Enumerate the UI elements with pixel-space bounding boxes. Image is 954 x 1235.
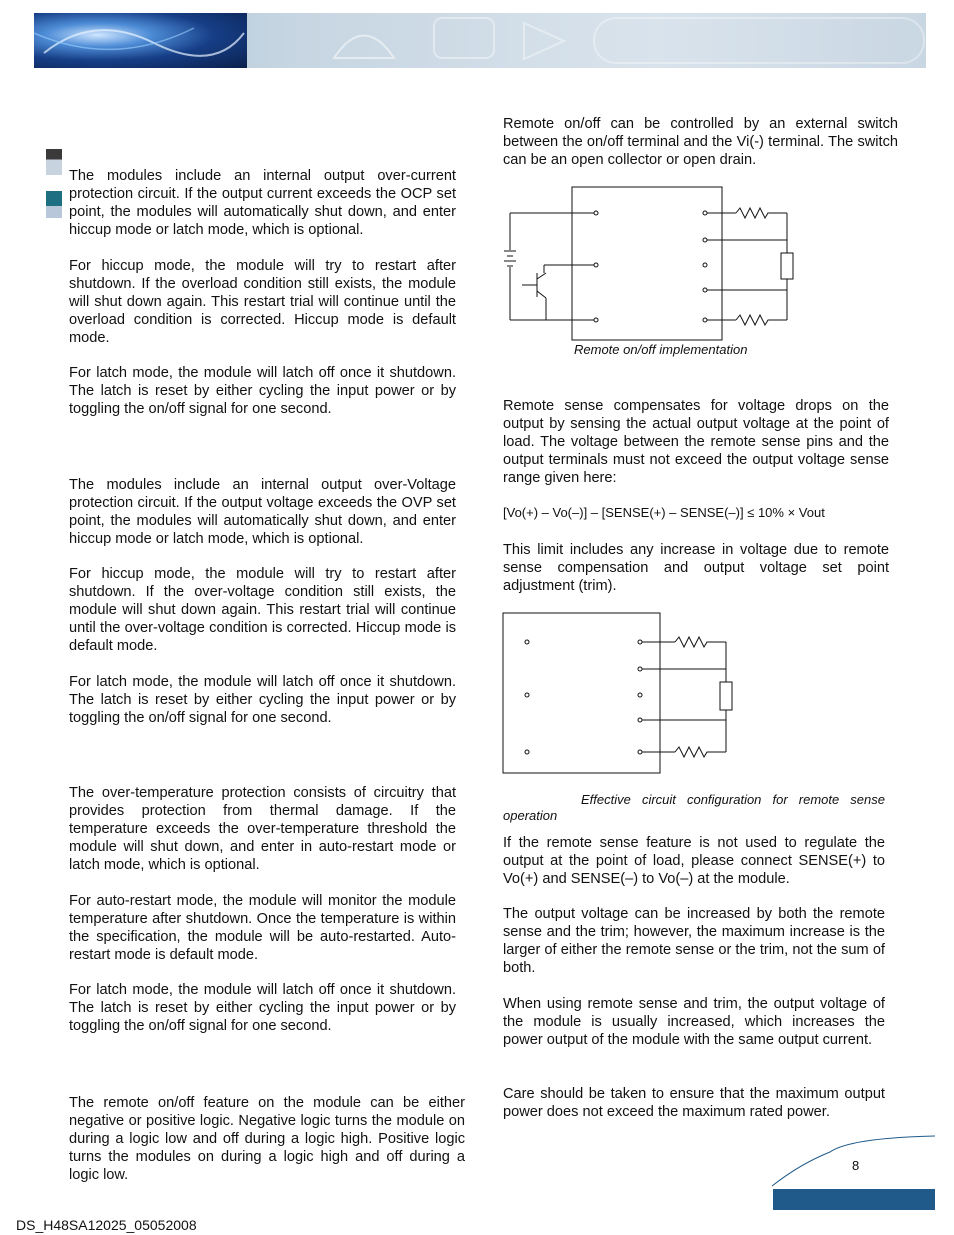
figure-caption-remote-sense: Effective circuit configuration for remote sense operation: [503, 792, 885, 823]
banner-decoration: [34, 13, 926, 68]
ovp-hiccup-paragraph: For hiccup mode, the module will try to restart after shutdown. If the over-voltage condition still exists, the module will shut down again. This restart trial will continue until the over-voltage condition is corrected. Hiccup mode is default mode.: [69, 566, 456, 654]
sense-trim-paragraph: The output voltage can be increased by both the remote sense and the trim; however, the maximum increase is the larger of either the remote sense or the trim, not the sum of both.: [503, 906, 885, 976]
ocp-paragraph: The modules include an internal output over-current protection circuit. If the output current exceeds the OCP set point, the modules will automatically shut down, and enter hiccup mode or latch mode, which is optional.: [69, 168, 456, 238]
ovp-paragraph: The modules include an internal output over-Voltage protection circuit. If the output voltage exceeds the OVP set point, the modules will automatically shut down, and enter hiccup mode or latch mode, which is optional.: [69, 477, 456, 547]
remote-onoff-circuit-diagram: [500, 185, 800, 345]
remote-onoff-switch-paragraph: Remote on/off can be controlled by an external switch between the on/off terminal and the Vi(-) terminal. The switch can be an open collector or open drain.: [503, 116, 898, 168]
sense-power-paragraph: When using remote sense and trim, the output voltage of the module is usually increased, which increases the power output of the module with the same output current.: [503, 996, 885, 1048]
page-number: 8: [852, 1158, 860, 1173]
section-bullet-marker: [46, 149, 62, 175]
remote-sense-paragraph: Remote sense compensates for voltage drops on the output by sensing the actual output voltage at the point of load. The voltage between the remote sense pins and the output terminals must not exceed the output voltage sense range given here:: [503, 398, 889, 486]
remote-sense-circuit-diagram: [500, 610, 750, 780]
section-bullet-marker: [46, 191, 62, 218]
figure-caption-remote-onoff: Remote on/off implementation: [574, 342, 748, 357]
document-id: DS_H48SA12025_05052008: [16, 1217, 197, 1233]
otp-autorestart-paragraph: For auto-restart mode, the module will monitor the module temperature after shutdown. Once the temperature is within the specification, the module will be auto-restarted. Auto-restart mode is default mode.: [69, 893, 456, 963]
sense-limit-paragraph: This limit includes any increase in voltage due to remote sense compensation and output voltage set point adjustment (trim).: [503, 542, 889, 594]
ocp-hiccup-paragraph: For hiccup mode, the module will try to restart after shutdown. If the overload condition still exists, the module will shut down again. This restart trial will continue until the overload condition is corrected. Hiccup mode is default mode.: [69, 258, 456, 346]
remote-onoff-paragraph: The remote on/off feature on the module can be either negative or positive logic. Negative logic turns the module on during a logic low and off during a logic high. Positive logic turns the modules on during a logic high and off during a logic low.: [69, 1095, 465, 1183]
sense-unused-paragraph: If the remote sense feature is not used to regulate the output at the point of load, please connect SENSE(+) to Vo(+) and SENSE(–) to Vo(–) at the module.: [503, 835, 885, 887]
header-banner: [34, 13, 926, 68]
sense-range-formula: [Vo(+) – Vo(–)] – [SENSE(+) – SENSE(–)] ≤ 10% × Vout: [503, 505, 825, 520]
ocp-latch-paragraph: For latch mode, the module will latch off once it shutdown. The latch is reset by either cycling the input power or by toggling the on/off signal for one second.: [69, 365, 456, 417]
otp-latch-paragraph: For latch mode, the module will latch off once it shutdown. The latch is reset by either cycling the input power or by toggling the on/off signal for one second.: [69, 982, 456, 1034]
max-power-paragraph: Care should be taken to ensure that the maximum output power does not exceed the maximum rated power.: [503, 1086, 885, 1120]
otp-paragraph: The over-temperature protection consists of circuitry that provides protection from thermal damage. If the temperature exceeds the over-temperature threshold the module will shut down, and enter in auto-restart mode or latch mode, which is optional.: [69, 785, 456, 873]
footer-page-tab: [770, 1134, 936, 1212]
ovp-latch-paragraph: For latch mode, the module will latch off once it shutdown. The latch is reset by either cycling the input power or by toggling the on/off signal for one second.: [69, 674, 456, 726]
